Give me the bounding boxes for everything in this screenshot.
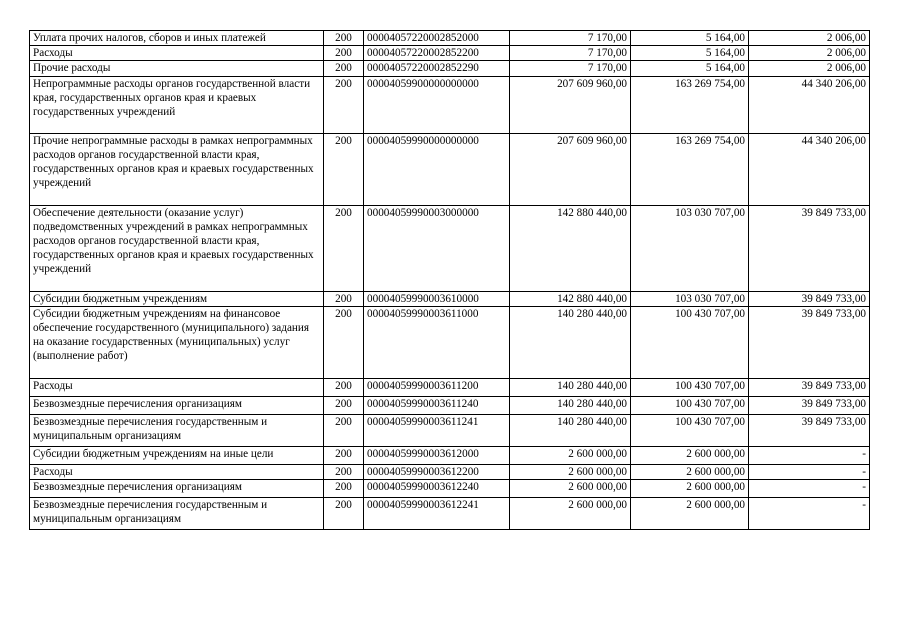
row-budget-code: 00004057220002852000 [364, 31, 510, 46]
row-approved: 2 600 000,00 [510, 446, 631, 464]
table-row [30, 498, 870, 530]
row-budget-code: 00004057220002852290 [364, 61, 510, 76]
row-line-code: 200 [324, 378, 364, 396]
row-budget-code: 00004059900000000000 [364, 76, 510, 133]
row-remaining: 44 340 206,00 [749, 133, 870, 205]
row-name: Расходы [30, 378, 324, 396]
table-row [30, 46, 870, 61]
row-executed: 103 030 707,00 [631, 291, 749, 306]
row-remaining: 39 849 733,00 [749, 205, 870, 291]
row-line-code: 200 [324, 464, 364, 479]
row-remaining: 2 006,00 [749, 46, 870, 61]
row-budget-code: 00004059990003611241 [364, 414, 510, 446]
report-page [29, 30, 869, 530]
row-budget-code: 00004059990003612240 [364, 480, 510, 498]
row-name: Безвозмездные перечисления государственным и муниципальным организациям [30, 414, 324, 446]
row-name: Субсидии бюджетным учреждениям на финансовое обеспечение государственного (муниципального) задания на оказание государственных (муниципальных) услуг (выполнение работ) [30, 306, 324, 378]
row-executed: 2 600 000,00 [631, 446, 749, 464]
row-line-code: 200 [324, 61, 364, 76]
row-executed: 2 600 000,00 [631, 464, 749, 479]
row-name: Субсидии бюджетным учреждениям на иные цели [30, 446, 324, 464]
row-remaining: 39 849 733,00 [749, 291, 870, 306]
row-executed: 103 030 707,00 [631, 205, 749, 291]
row-name: Безвозмездные перечисления государственным и муниципальным организациям [30, 498, 324, 530]
row-remaining: - [749, 446, 870, 464]
row-approved: 7 170,00 [510, 61, 631, 76]
row-line-code: 200 [324, 205, 364, 291]
row-budget-code: 00004057220002852200 [364, 46, 510, 61]
row-line-code: 200 [324, 446, 364, 464]
row-approved: 7 170,00 [510, 46, 631, 61]
row-remaining: 44 340 206,00 [749, 76, 870, 133]
row-budget-code: 00004059990003612241 [364, 498, 510, 530]
row-name: Прочие расходы [30, 61, 324, 76]
row-name: Обеспечение деятельности (оказание услуг) подведомственных учреждений в рамках непрограммных расходов органов государственной власти края, государственных органов края и краевых государственных учреждений [30, 205, 324, 291]
row-line-code: 200 [324, 306, 364, 378]
row-remaining: 2 006,00 [749, 31, 870, 46]
row-name: Расходы [30, 464, 324, 479]
row-budget-code: 00004059990003612200 [364, 464, 510, 479]
expenditure-table [29, 30, 870, 530]
row-approved: 142 880 440,00 [510, 291, 631, 306]
table-row [30, 464, 870, 479]
row-budget-code: 00004059990003611000 [364, 306, 510, 378]
row-remaining: 39 849 733,00 [749, 306, 870, 378]
row-remaining: - [749, 498, 870, 530]
row-approved: 140 280 440,00 [510, 306, 631, 378]
row-approved: 142 880 440,00 [510, 205, 631, 291]
row-name: Безвозмездные перечисления организациям [30, 480, 324, 498]
row-budget-code: 00004059990003000000 [364, 205, 510, 291]
table-row [30, 61, 870, 76]
row-name: Непрограммные расходы органов государственной власти края, государственных органов края и краевых государственных учреждений [30, 76, 324, 133]
row-remaining: 39 849 733,00 [749, 396, 870, 414]
row-remaining: 39 849 733,00 [749, 414, 870, 446]
row-approved: 140 280 440,00 [510, 414, 631, 446]
row-executed: 100 430 707,00 [631, 414, 749, 446]
row-executed: 5 164,00 [631, 61, 749, 76]
row-name: Уплата прочих налогов, сборов и иных платежей [30, 31, 324, 46]
row-remaining: - [749, 480, 870, 498]
table-row [30, 76, 870, 133]
row-name: Прочие непрограммные расходы в рамках непрограммных расходов органов государственной власти края, государственных органов края и краевых государственных учреждений [30, 133, 324, 205]
row-approved: 2 600 000,00 [510, 498, 631, 530]
row-line-code: 200 [324, 133, 364, 205]
table-row [30, 205, 870, 291]
table-row [30, 133, 870, 205]
table-row [30, 446, 870, 464]
table-row [30, 480, 870, 498]
row-remaining: 2 006,00 [749, 61, 870, 76]
row-executed: 100 430 707,00 [631, 396, 749, 414]
row-line-code: 200 [324, 414, 364, 446]
table-row [30, 31, 870, 46]
row-executed: 5 164,00 [631, 31, 749, 46]
row-approved: 140 280 440,00 [510, 396, 631, 414]
row-approved: 2 600 000,00 [510, 480, 631, 498]
table-row [30, 291, 870, 306]
table-row [30, 396, 870, 414]
row-approved: 207 609 960,00 [510, 133, 631, 205]
row-name: Субсидии бюджетным учреждениям [30, 291, 324, 306]
row-name: Безвозмездные перечисления организациям [30, 396, 324, 414]
table-row [30, 306, 870, 378]
row-line-code: 200 [324, 498, 364, 530]
row-budget-code: 00004059990003611200 [364, 378, 510, 396]
row-remaining: - [749, 464, 870, 479]
row-executed: 100 430 707,00 [631, 306, 749, 378]
row-executed: 2 600 000,00 [631, 498, 749, 530]
row-budget-code: 00004059990003610000 [364, 291, 510, 306]
row-budget-code: 00004059990000000000 [364, 133, 510, 205]
row-line-code: 200 [324, 76, 364, 133]
row-line-code: 200 [324, 291, 364, 306]
row-name: Расходы [30, 46, 324, 61]
row-executed: 163 269 754,00 [631, 76, 749, 133]
row-executed: 5 164,00 [631, 46, 749, 61]
row-line-code: 200 [324, 46, 364, 61]
row-budget-code: 00004059990003612000 [364, 446, 510, 464]
row-executed: 2 600 000,00 [631, 480, 749, 498]
row-line-code: 200 [324, 396, 364, 414]
row-budget-code: 00004059990003611240 [364, 396, 510, 414]
row-approved: 2 600 000,00 [510, 464, 631, 479]
table-row [30, 414, 870, 446]
row-executed: 100 430 707,00 [631, 378, 749, 396]
row-remaining: 39 849 733,00 [749, 378, 870, 396]
row-line-code: 200 [324, 480, 364, 498]
row-approved: 140 280 440,00 [510, 378, 631, 396]
row-approved: 207 609 960,00 [510, 76, 631, 133]
row-line-code: 200 [324, 31, 364, 46]
row-executed: 163 269 754,00 [631, 133, 749, 205]
row-approved: 7 170,00 [510, 31, 631, 46]
table-row [30, 378, 870, 396]
